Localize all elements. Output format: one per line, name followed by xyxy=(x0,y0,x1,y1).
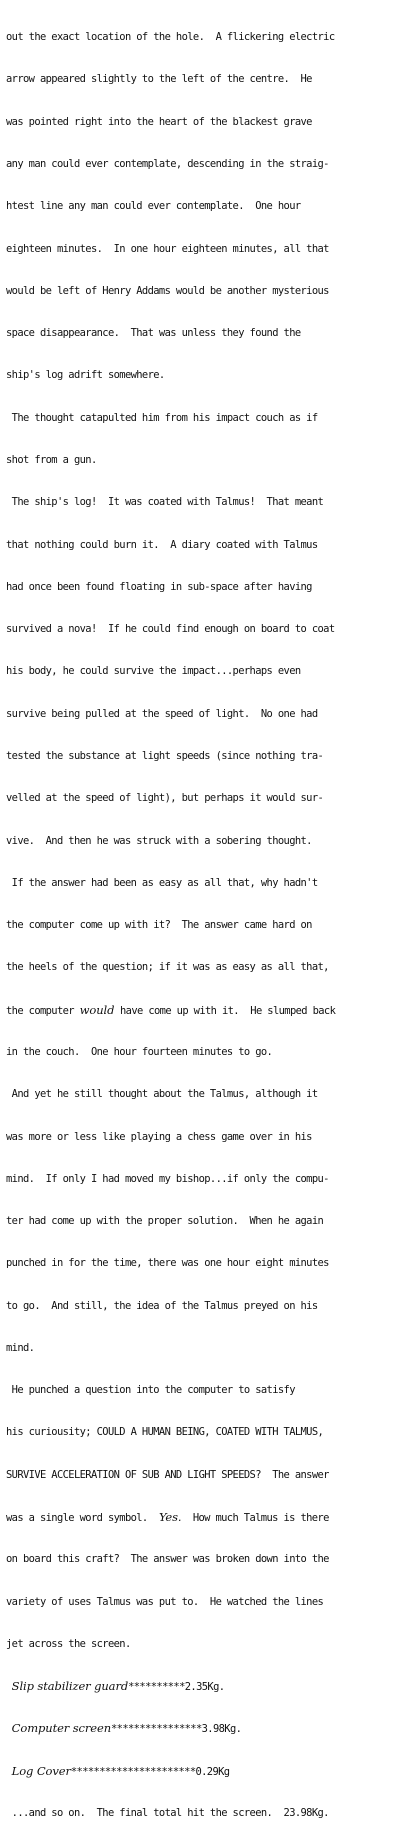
text-line: his body, he could survive the impact...perhaps even xyxy=(6,665,301,678)
emphasis-text: Yes. xyxy=(158,1510,182,1525)
screen-item-value: **********2.35Kg. xyxy=(128,1681,225,1694)
screen-item-label: Log Cover xyxy=(11,1763,71,1778)
text-line: out the exact location of the hole. A flickering electric xyxy=(6,31,335,44)
text-line: SURVIVE ACCELERATION OF SUB AND LIGHT SPEEDS? The answer xyxy=(6,1468,329,1481)
text-line: He punched a question into the computer to satisfy xyxy=(6,1384,295,1397)
screen-item-label: Slip stabilizer guard xyxy=(11,1679,129,1694)
text-line: was pointed right into the heart of the blackest grave xyxy=(6,115,312,128)
text-line: survived a nova! If he could find enough on board to coat xyxy=(6,623,335,636)
text-line: mind. xyxy=(6,1341,35,1354)
text-line: ship's log adrift somewhere. xyxy=(6,369,165,382)
screen-output-line xyxy=(6,1679,398,1693)
screen-output-line xyxy=(6,1764,398,1778)
text-line: tested the substance at light speeds (since nothing tra- xyxy=(6,749,324,762)
text-line: punched in for the time, there was one hour eight minutes xyxy=(6,1257,329,1270)
text-line: The thought catapulted him from his impact couch as if xyxy=(6,411,318,424)
text-line: eighteen minutes. In one hour eighteen minutes, all that xyxy=(6,242,329,255)
text-line: would be left of Henry Addams would be another mysterious xyxy=(6,284,329,297)
text-line: jet across the screen. xyxy=(6,1637,131,1650)
text-line: shot from a gun. xyxy=(6,454,97,466)
text-line: If the answer had been as easy as all that, why hadn't xyxy=(6,876,318,889)
text-line: And yet he still thought about the Talmus, although it xyxy=(6,1088,318,1101)
text-line: in the couch. One hour fourteen minutes to go. xyxy=(6,1045,273,1058)
text-line: velled at the speed of light), but perhaps it would sur- xyxy=(6,792,324,805)
screen-item-value: ****************3.98Kg. xyxy=(111,1723,242,1736)
text-line: vive. And then he was struck with a sobering thought. xyxy=(6,834,312,847)
screen-item-value: **********************0.29Kg xyxy=(70,1765,230,1778)
text-line: mind. If only I had moved my bishop...if only the compu- xyxy=(6,1172,329,1185)
text-line: the computer come up with it? The answer came hard on xyxy=(6,919,312,932)
text-line: had once been found floating in sub-space after having xyxy=(6,580,312,593)
screen-item-label: Computer screen xyxy=(11,1721,112,1736)
text-line: ter had come up with the proper solution. When he again xyxy=(6,1215,324,1228)
text-line: his curiousity; COULD A HUMAN BEING, COATED WITH TALMUS, xyxy=(6,1426,324,1439)
text-line: on board this craft? The answer was broken down into the xyxy=(6,1553,329,1566)
text-line: variety of uses Talmus was put to. He watched the lines xyxy=(6,1595,324,1608)
text-line: was a single word symbol. Yes. How much Talmus is there xyxy=(6,1510,329,1525)
emphasis-text: would xyxy=(79,1002,115,1017)
text-line: to go. And still, the idea of the Talmus preyed on his xyxy=(6,1299,318,1312)
text-line: arrow appeared slightly to the left of the centre. He xyxy=(6,73,312,86)
text-line: The ship's log! It was coated with Talmus! That meant xyxy=(6,496,324,509)
text-line: any man could ever contemplate, descending in the straig- xyxy=(6,158,329,171)
document-page xyxy=(6,2,398,1834)
text-line: was more or less like playing a chess game over in his xyxy=(6,1130,312,1143)
text-line: the computer would have come up with it. He slumped back xyxy=(6,1002,336,1017)
text-line: the heels of the question; if it was as easy as all that, xyxy=(6,961,329,974)
text-line: ...and so on. The final total hit the screen. 23.98Kg. xyxy=(6,1807,329,1819)
screen-output-line xyxy=(6,1721,398,1735)
text-line: htest line any man could ever contemplate. One hour xyxy=(6,200,301,213)
text-line: survive being pulled at the speed of light. No one had xyxy=(6,707,318,720)
text-line: that nothing could burn it. A diary coated with Talmus xyxy=(6,538,318,551)
text-line: space disappearance. That was unless they found the xyxy=(6,327,301,340)
